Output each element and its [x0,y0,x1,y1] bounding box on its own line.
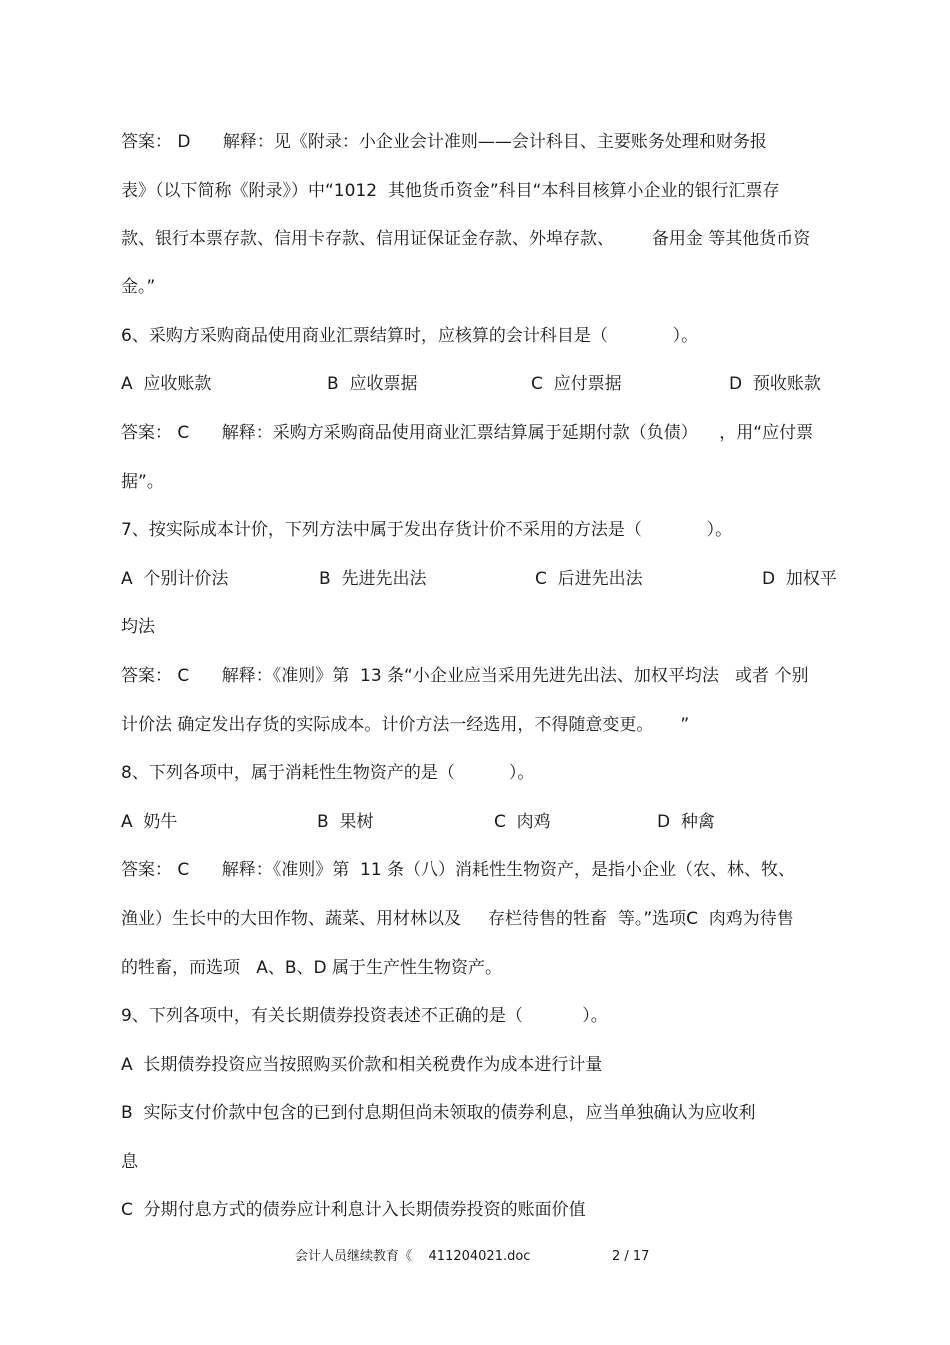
footer-doc-name: 会计人员继续教育《 411204021.doc [295,1249,531,1264]
q7-question: 7、按实际成本计价，下列方法中属于发出存货计价不采用的方法是（ ）。 [121,520,733,540]
q8-option-c: C 肉鸡 [494,812,551,832]
q7-option-d-wrap: 均法 [121,617,155,637]
q8-answer-line-2: 渔业）生长中的大田作物、蔬菜、用材林以及 存栏待售的牲畜 等。”选项C 肉鸡为待售 [121,909,794,929]
q5-answer-line-4: 金。” [121,277,156,297]
q8-answer-line-3: 的牲畜，而选项 A、B、D 属于生产性生物资产。 [121,958,502,978]
q5-answer-line-1: 答案： D 解释：见《附录：小企业会计准则——会计科目、主要账务处理和财务报 [121,132,767,152]
q5-answer-line-3: 款、银行本票存款、信用卡存款、信用证保证金存款、外埠存款、 备用金 等其他货币资 [121,229,811,249]
q9-option-b-line-2: 息 [121,1152,138,1172]
q7-answer-line-2: 计价法 确定发出存货的实际成本。计价方法一经选用，不得随意变更。 ” [121,715,690,735]
q6-option-b: B 应收票据 [327,374,418,394]
q8-option-b: B 果树 [317,812,374,832]
q8-option-a: A 奶牛 [121,812,178,832]
q6-option-a: A 应收账款 [121,374,212,394]
q7-option-d: D 加权平 [762,569,837,589]
q6-question: 6、采购方采购商品使用商业汇票结算时，应核算的会计科目是（ ）。 [121,326,699,346]
q6-option-c: C 应付票据 [531,374,622,394]
q7-option-a: A 个别计价法 [121,569,229,589]
q7-option-b: B 先进先出法 [319,569,427,589]
q5-answer-line-2: 表》（以下简称《附录》）中“1012 其他货币资金”科目“本科目核算小企业的银行汇票存 [121,181,780,201]
footer-page-number: 2 / 17 [612,1249,650,1264]
q8-question: 8、下列各项中，属于消耗性生物资产的是（ ）。 [121,763,535,783]
q8-option-d: D 种禽 [657,812,715,832]
q7-option-c: C 后进先出法 [535,569,643,589]
q6-option-d: D 预收账款 [729,374,821,394]
q6-answer-line-1: 答案： C 解释：采购方采购商品使用商业汇票结算属于延期付款（负债） ，用“应付票 [121,423,814,443]
q9-option-c: C 分期付息方式的债券应计利息计入长期债券投资的账面价值 [121,1200,586,1220]
q9-option-b-line-1: B 实际支付价款中包含的已到付息期但尚未领取的债券利息，应当单独确认为应收利 [121,1103,756,1123]
q9-option-a: A 长期债券投资应当按照购买价款和相关税费作为成本进行计量 [121,1055,603,1075]
q6-answer-line-2: 据”。 [121,472,164,492]
q8-answer-line-1: 答案： C 解释：《准则》第 11 条（八）消耗性生物资产，是指小企业（农、林、牧、 [121,860,796,880]
q9-question: 9、下列各项中，有关长期债券投资表述不正确的是（ ）。 [121,1006,608,1026]
q7-answer-line-1: 答案： C 解释：《准则》第 13 条“小企业应当采用先进先出法、加权平均法 或者 个别 [121,666,809,686]
